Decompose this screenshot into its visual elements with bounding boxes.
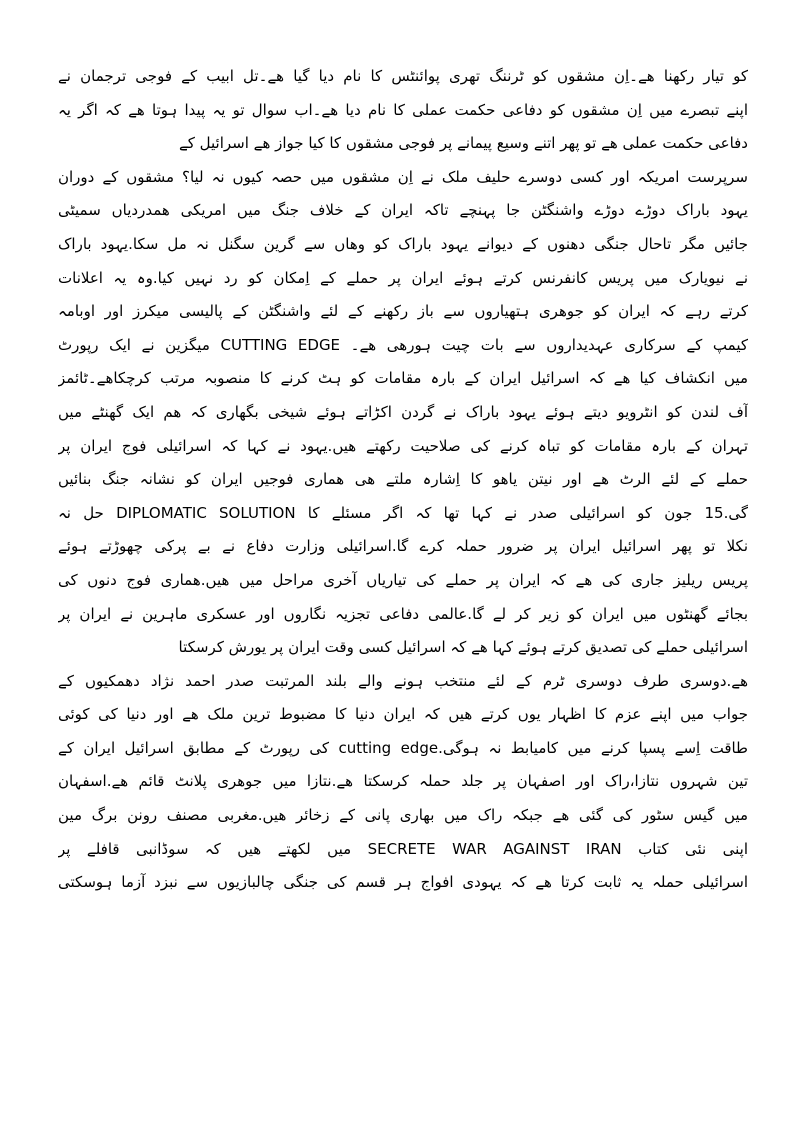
text-line: نے نیویارک میں پریس کانفرنس کرتے ہوئے ایران پر حملے کے اِمکان کو رد نہیں کیا.وہ یہ اعلانات xyxy=(58,268,748,287)
text-line: پریس ریلیز جاری کی ھے کہ ایران پر حملے کی تیاریاں آخری مراحل میں ھیں.ھماری فوج دنوں کی xyxy=(58,570,748,589)
text-line: تہران کے بارہ مقامات کو تباہ کرنے کی صلاحیت رکھتے ھیں.یہود نے کہا کہ اسرائیلی فوج ایران پر xyxy=(58,436,748,455)
text-line: ھے.دوسری طرف دوسری ٹرم کے لئے منتخب ہونے والے بلند المرتبت صدر احمد نژاد دھمکیوں کے xyxy=(58,671,748,690)
text-line: آف لندن کو انٹرویو دیتے ہوئے یہود باراک نے گردن اکڑاتے ہوئے شیخی بگھاری کہ ھم ایک گھنٹے میں xyxy=(58,402,748,421)
text-line: بجائے گھنٹوں میں ایران کو زیر کر لے گا.عالمی دفاعی تجزیہ نگاروں اور عسکری ماہرین نے ایران پر xyxy=(58,604,748,623)
text-line: کیمپ کے سرکاری عہدیداروں سے بات چیت ہورھی ھے۔ CUTTING EDGE میگزین نے ایک رپورٹ xyxy=(58,335,748,354)
text-line: کو تیار رکھنا ھے۔اِن مشقوں کو ٹرننگ تھری پوائنٹس کا نام دیا گیا ھے۔تل ابیب کے فوجی ترجمان نے xyxy=(58,67,748,85)
text-line: گی.15 جون کو اسرائیلی صدر نے کہا تھا کہ اگر مسئلے کا DIPLOMATIC SOLUTION حل نہ xyxy=(58,503,748,522)
text-line: جائیں مگر تاحال جنگی دھنوں کے دیوانے یہود باراک کو وھاں سے گرین سگنل نہ مل سکا.یہود باراک xyxy=(58,234,748,253)
text-line: سرپرست امریکہ اور کسی دوسرے حلیف ملک نے اِن مشقوں میں حصہ کیوں نہ لیا؟ مشقوں کے دوران xyxy=(58,167,748,186)
text-line: اسرائیلی حملے کی تصدیق کرتے ہوئے کہا ھے کہ اسرائیل کسی وقت ایران پر یورش کرسکتا xyxy=(178,638,748,657)
text-line: حملے کے لئے الرٹ ھے اور نیتن یاھو کا اِشارہ ملتے ھی ھماری فوجیں ایران کو نشانہ جنگ بنائیں xyxy=(58,470,748,489)
text-line: کرتے رہے کہ ایران کو جوھری ہتھیاروں سے باز رکھنے کے لئے واشنگٹن کے پالیسی میکرز اور اوبامہ xyxy=(58,302,748,321)
text-line: یہود باراک دوڑے دوڑے واشنگٹن جا پہنچے تاکہ ایران کے خلاف جنگ میں امریکی ھمدردیاں سمیٹی xyxy=(58,201,748,220)
text-line: میں انکشاف کیا ھے کہ اسرائیل ایران کے بارہ مقامات کو ہٹ کرنے کا منصوبہ مرتب کرچکاھے۔ٹائمز xyxy=(58,369,748,388)
body-text xyxy=(58,60,748,900)
text-line: اپنے تبصرے میں اِن مشقوں کو دفاعی حکمت عملی کا نام دیا ھے۔اب سوال تو یہ پیدا ہوتا ھے کہ اگر یہ xyxy=(58,100,748,119)
text-line: نکلا تو پھر اسرائیل ایران پر ضرور حملہ کرے گا.اسرائیلی وزارت دفاع نے بے پرکی چھوڑتے ہوئے xyxy=(58,537,748,556)
text-line: اسرائیلی حملہ یہ ثابت کرتا ھے کہ یہودی افواج ہر قسم کی جنگی چالبازیوں سے نبزد آزما ہوسکتی xyxy=(58,873,748,892)
text-line: جواب میں اپنے عزم کا اظہار یوں کرتے ھیں کہ ایران دنیا کا مضبوط ترین ملک ھے اور دنیا کی کوئی xyxy=(58,705,748,724)
text-line: اپنی نئی کتاب SECRETE WAR AGAINST IRAN میں لکھتے ھیں کہ سوڈانبی قافلے پر xyxy=(58,839,748,858)
text-line: میں گیس سٹور کی گئی ھے جبکہ راک میں بھاری پانی کے زخائر ھیں.مغربی مصنف رونن برگ مین xyxy=(58,806,748,825)
text-line: طاقت اِسے پسپا کرنے میں کامیابط نہ ہوگی.cutting edge کی رپورٹ کے مطابق اسرائیل ایران کے xyxy=(58,738,748,757)
text-line: تین شہروں نتازا،راک اور اصفہان پر جلد حملہ کرسکتا ھے.نتازا میں جوھری پلانٹ قائم ھے.اسفہان xyxy=(58,772,748,791)
text-line: دفاعی حکمت عملی ھے تو پھر اتنے وسیع پیمانے پر فوجی مشقوں کا کیا جواز ھے اسرائیل کے xyxy=(178,134,748,153)
